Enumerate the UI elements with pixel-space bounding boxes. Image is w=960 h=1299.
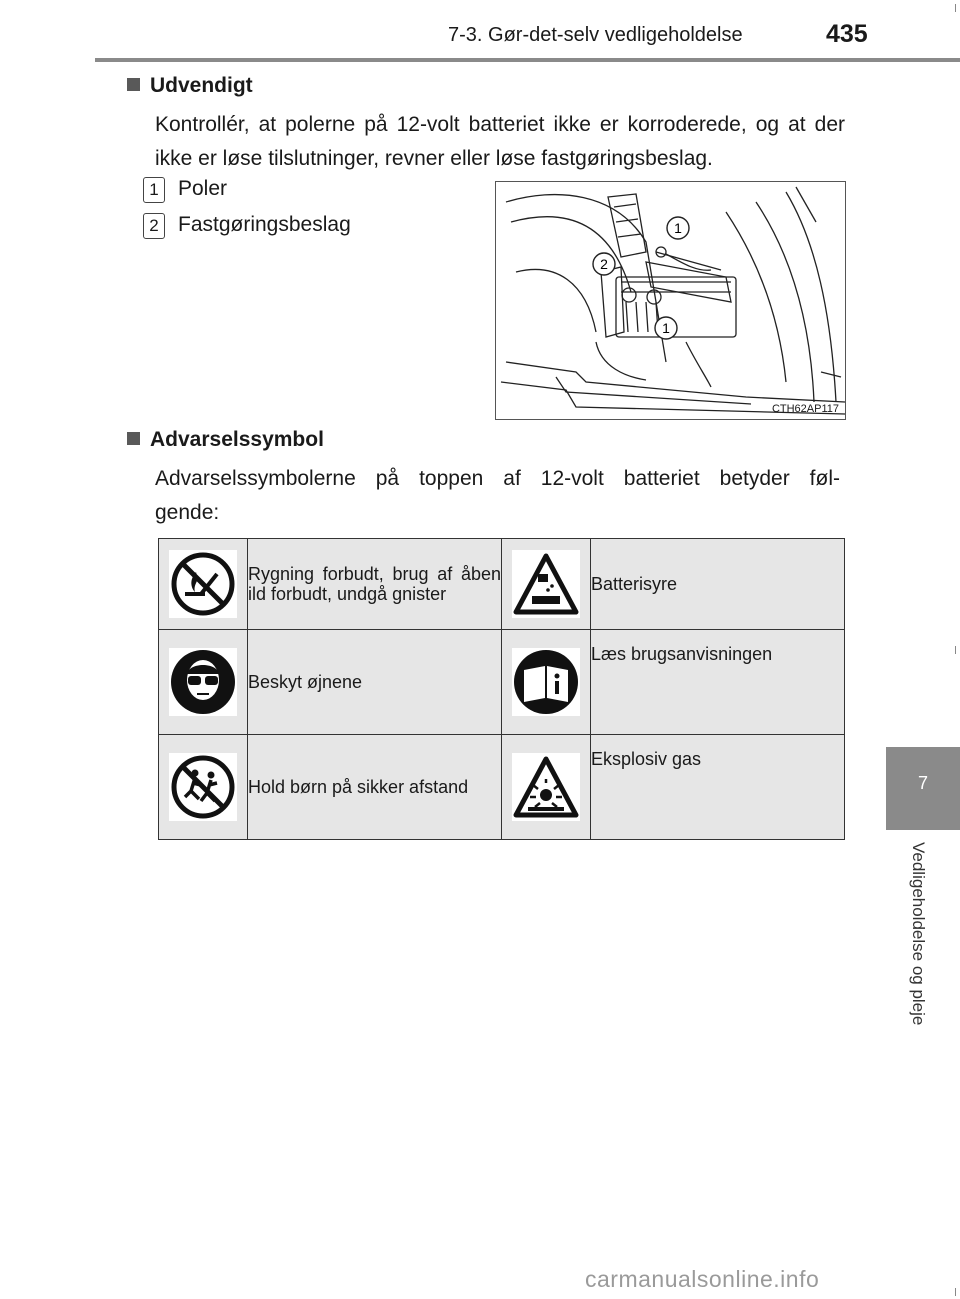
symbol-description: Rygning forbudt, brug af åben ild forbudt, undgå gnister (248, 539, 502, 630)
warning-body-line1: Advarselssymbolerne på toppen af 12-volt batteriet betyder føl- (155, 467, 840, 490)
symbol-description: Læs brugsanvisningen (591, 630, 845, 735)
read-manual-icon (512, 648, 580, 716)
warning-heading: Advarselssymbol (127, 428, 324, 452)
figure-marker-1a: 1 (674, 220, 682, 236)
warning-symbols-table (158, 538, 845, 840)
crop-mark (955, 4, 956, 12)
symbol-cell (502, 735, 591, 840)
symbol-description: Batterisyre (591, 539, 845, 630)
bullet-square-icon (127, 78, 140, 91)
symbol-cell (502, 630, 591, 735)
page-number: 435 (826, 20, 868, 48)
figure-marker-1b: 1 (662, 320, 670, 336)
crop-mark (955, 646, 956, 654)
chapter-tab[interactable]: 7 (886, 747, 960, 830)
callout-label: Fastgøringsbeslag (178, 213, 351, 236)
section-title: 7-3. Gør-det-selv vedligeholdelse (448, 24, 743, 46)
keep-children-away-icon (169, 753, 237, 821)
symbol-description: Eksplosiv gas (591, 735, 845, 840)
callout-number: 1 (143, 177, 165, 203)
exterior-body: Kontrollér, at polerne på 12-volt batteriet ikke er korroderede, og at der ikke er løse tilslutninger, revner eller løse fastgøringsbeslag. (155, 113, 845, 170)
header-rule (95, 58, 960, 62)
watermark: carmanualsonline.info (585, 1266, 820, 1292)
no-smoking-no-flame-icon (169, 550, 237, 618)
callout-2 (143, 213, 351, 239)
eye-protection-icon (169, 648, 237, 716)
symbol-cell (159, 630, 248, 735)
exterior-heading: Udvendigt (127, 74, 253, 98)
chapter-title: Vedligeholdelse og pleje (909, 842, 928, 1026)
symbol-cell (159, 735, 248, 840)
warning-body-line2: gende: (155, 501, 220, 524)
symbol-cell (159, 539, 248, 630)
symbol-description: Hold børn på sikker afstand (248, 735, 502, 840)
battery-illustration (495, 181, 846, 420)
bullet-square-icon (127, 432, 140, 445)
callout-1 (143, 177, 227, 203)
figure-code: CTH62AP117 (771, 403, 839, 415)
figure-marker-2: 2 (600, 256, 608, 272)
table-row (159, 630, 845, 735)
symbol-description: Beskyt øjnene (248, 630, 502, 735)
explosive-gas-icon (512, 753, 580, 821)
crop-mark (955, 1288, 956, 1296)
battery-drawing (496, 182, 845, 419)
corrosive-acid-icon (512, 550, 580, 618)
table-row (159, 539, 845, 630)
symbol-cell (502, 539, 591, 630)
table-row (159, 735, 845, 840)
callout-label: Poler (178, 177, 228, 200)
callout-number: 2 (143, 213, 165, 239)
